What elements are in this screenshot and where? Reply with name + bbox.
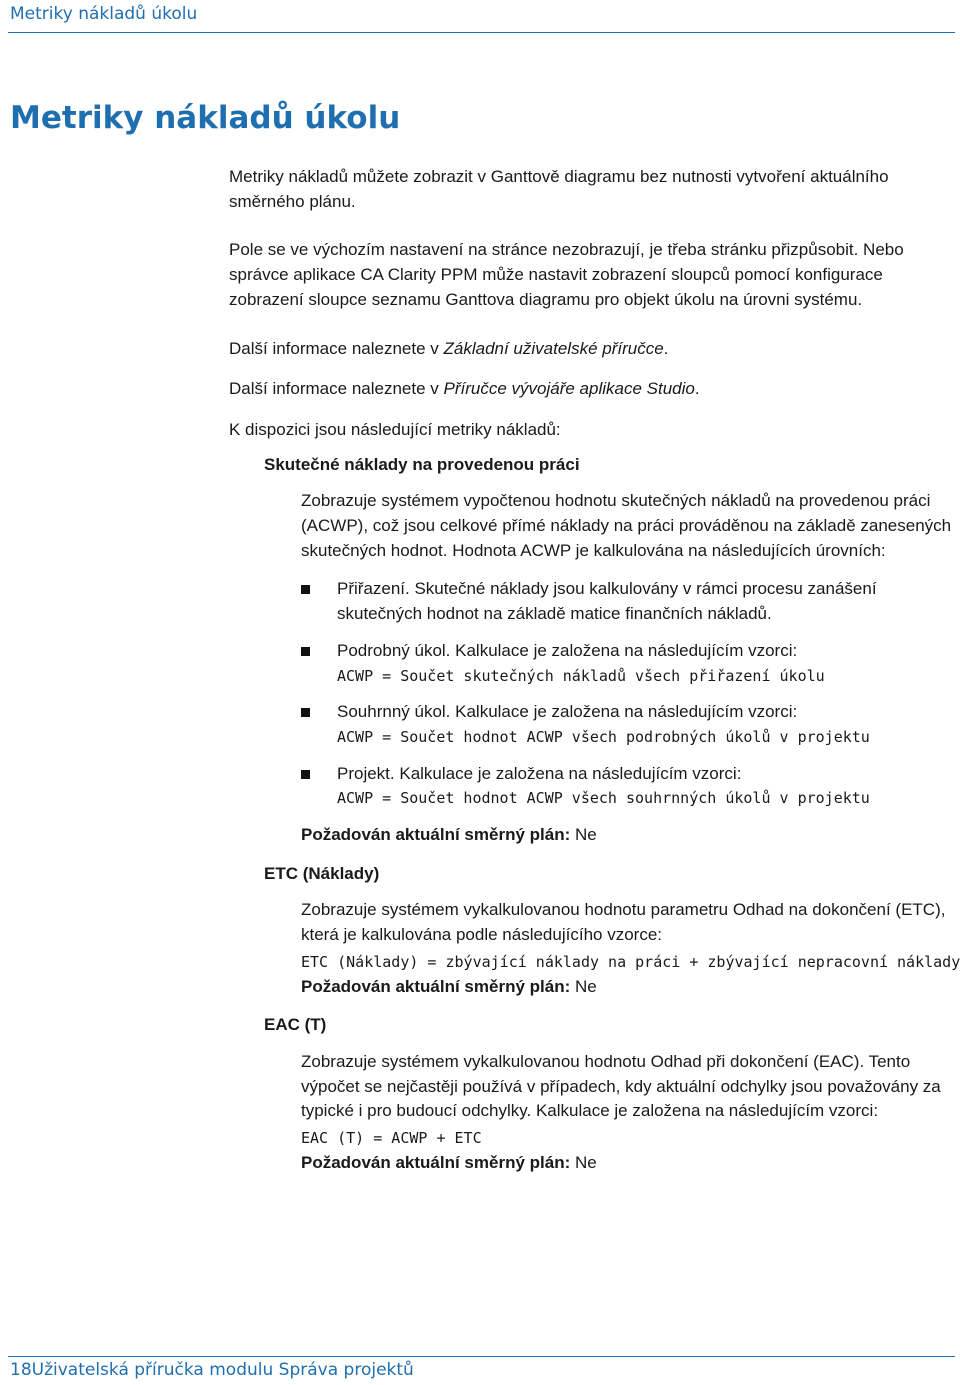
list-intro: K dispozici jsou následující metriky nákladů: [229,419,561,439]
requirement-label: Požadován aktuální směrný plán: [301,825,571,845]
definition-eac [301,1050,957,1176]
square-bullet-icon [301,647,310,656]
level-text: Projekt. Kalkulace je založena na následujícím vzorci: [337,763,742,783]
intro-paragraph: Pole se ve výchozím nastavení na stránce nezobrazují, je třeba stránku přizpůsobit. Nebo správce aplikace CA Clarity PPM může nastavit zobrazení sloupců pomocí konfigurace zobrazení sloupce seznamu Ganttova diagramu pro objekt úkolu na úrovni systému. [229,240,904,309]
requirement-label: Požadován aktuální směrný plán: [301,1152,571,1172]
list-item [301,577,957,626]
levels-list [301,577,957,811]
intro-paragraph: Metriky nákladů můžete zobrazit v Ganttově diagramu bez nutnosti vytvoření aktuálního směrného plánu. [229,167,889,211]
term-etc: ETC (Náklady) [264,863,380,883]
formula: ETC (Náklady) = zbývající náklady na práci + zbývající nepracovní náklady [301,952,960,971]
level-text: Podrobný úkol. Kalkulace je založena na následujícím vzorci: [337,640,798,660]
definition-etc [301,898,960,999]
reference-title: Základní uživatelské příručce [443,338,664,358]
list-item [301,700,957,749]
reference-title: Příručce vývojáře aplikace Studio [443,379,695,399]
reference-prefix: Další informace naleznete v [229,379,444,399]
baseline-requirement [301,1151,957,1176]
requirement-value: Ne [570,976,597,996]
running-header: Metriky nákladů úkolu [10,4,198,24]
term-acwp: Skutečné náklady na provedenou práci [264,454,580,474]
reference-prefix: Další informace naleznete v [229,338,444,358]
requirement-value: Ne [570,825,597,845]
list-item [301,639,957,688]
definition-text: Zobrazuje systémem vykalkulovanou hodnotu parametru Odhad na dokončení (ETC), která je kalkulována podle následujícího vzorce: [301,900,946,945]
footer-rule [8,1356,955,1357]
square-bullet-icon [301,585,310,594]
reference-paragraph [229,337,957,362]
page-title: Metriky nákladů úkolu [10,100,401,136]
list-item [301,762,957,811]
reference-suffix: . [694,379,700,399]
baseline-requirement [301,823,957,848]
formula: ACWP = Součet hodnot ACWP všech podrobných úkolů v projektu [337,727,870,746]
reference-suffix: . [663,338,669,358]
formula: ACWP = Součet skutečných nákladů všech přiřazení úkolu [337,666,825,685]
requirement-label: Požadován aktuální směrný plán: [301,976,571,996]
reference-paragraph [229,377,957,402]
baseline-requirement [301,975,957,1000]
page-footer: 18Uživatelská příručka modulu Správa projektů [10,1360,414,1380]
requirement-value: Ne [570,1152,597,1172]
term-eac: EAC (T) [264,1015,327,1035]
square-bullet-icon [301,770,310,779]
square-bullet-icon [301,708,310,717]
main-content [229,165,960,1190]
formula: EAC (T) = ACWP + ETC [301,1129,482,1148]
definition-text: Zobrazuje systémem vykalkulovanou hodnotu Odhad při dokončení (EAC). Tento výpočet se nejčastěji používá v případech, kdy aktuální odchylky jsou považovány za typické i pro budoucí odchylky. Kalkulace je založena na následujícím vzorci: [301,1051,941,1121]
formula: ACWP = Součet hodnot ACWP všech souhrnných úkolů v projektu [337,789,870,808]
level-text: Souhrnný úkol. Kalkulace je založena na následujícím vzorci: [337,702,798,722]
definition-text: Zobrazuje systémem vypočtenou hodnotu skutečných nákladů na provedenou práci (ACWP), což jsou celkové přímé náklady na práci prováděnou na základě zanesených skutečných hodnot. Hodnota ACWP je kalkulována na následujících úrovních: [301,491,952,560]
header-rule [8,32,955,33]
level-text: Přiřazení. Skutečné náklady jsou kalkulovány v rámci procesu zanášení skutečných hodnot na základě matice finančních nákladů. [337,579,877,624]
definition-acwp [301,489,957,847]
